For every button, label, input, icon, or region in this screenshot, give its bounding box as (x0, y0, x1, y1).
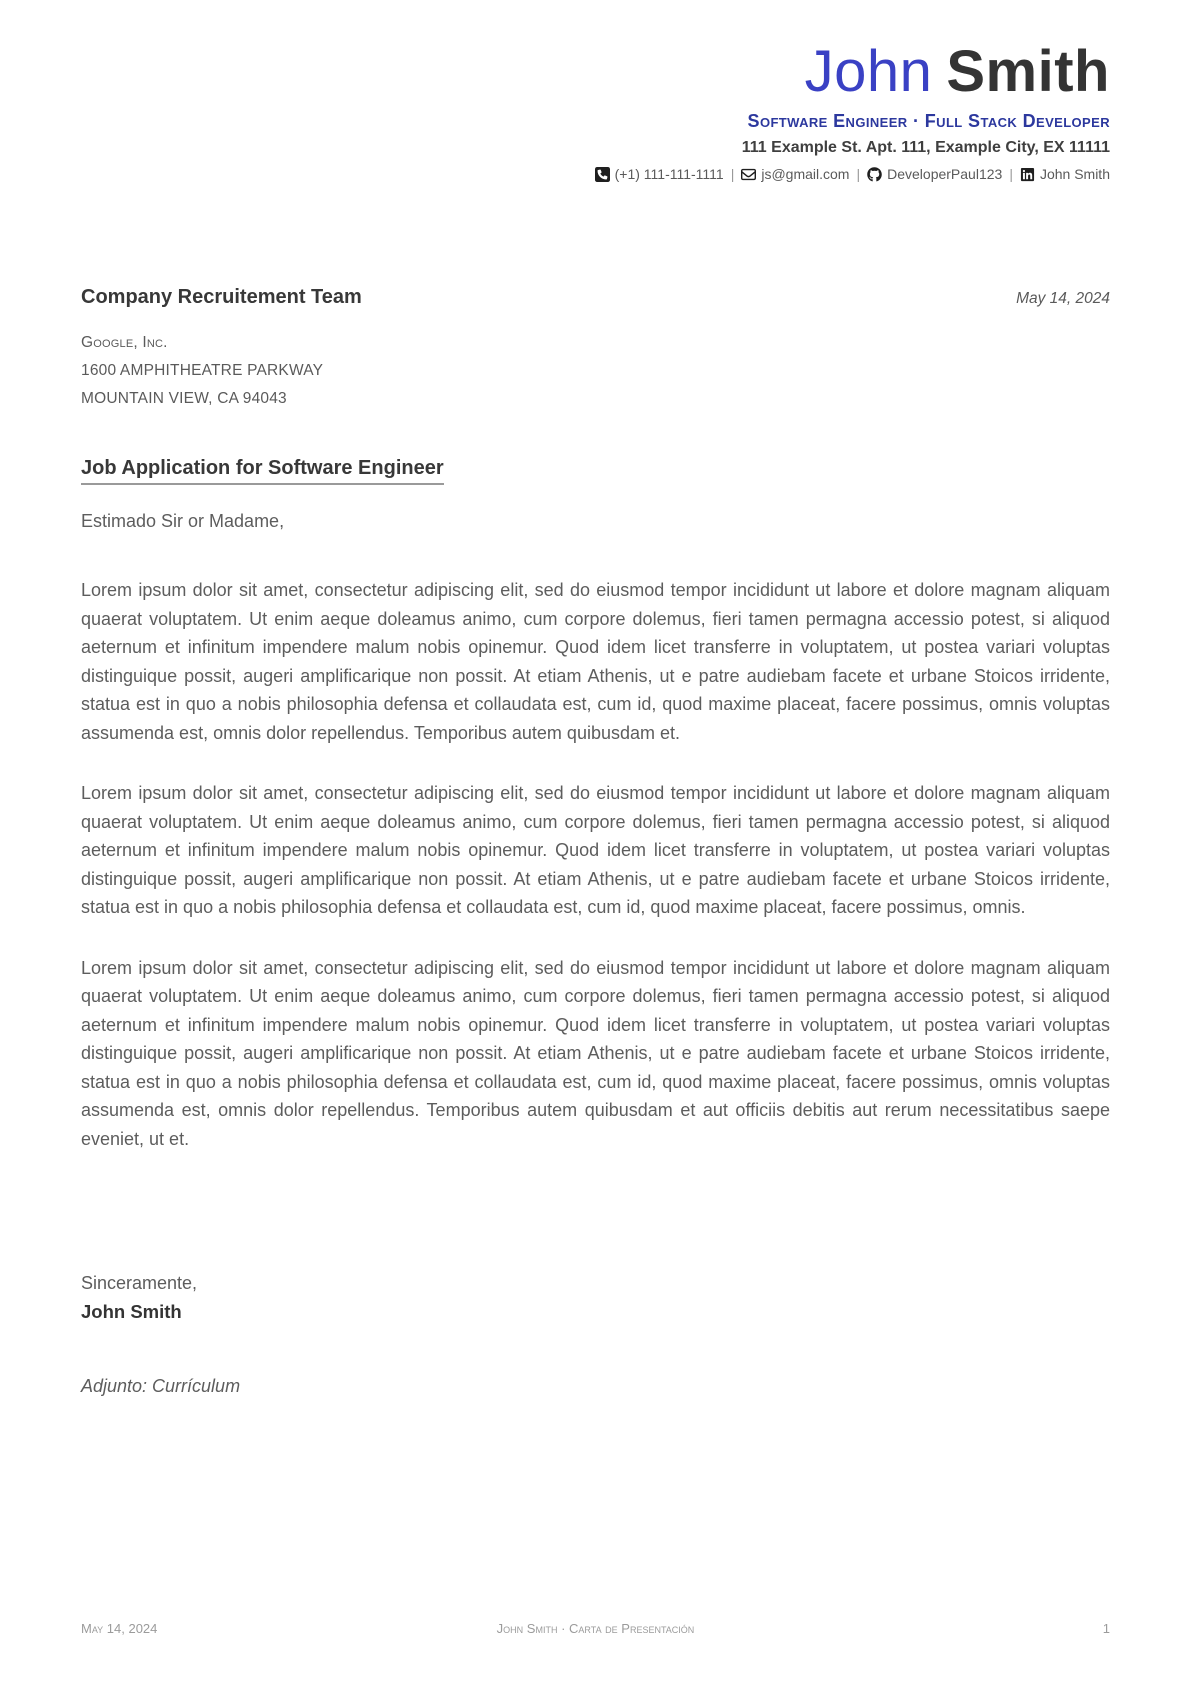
first-name: John (804, 39, 933, 104)
envelope-icon (741, 167, 756, 182)
letter-date: May 14, 2024 (1016, 290, 1110, 308)
phone-icon (595, 167, 610, 182)
closing-block (81, 1269, 1110, 1326)
contact-separator: | (856, 166, 861, 183)
linkedin-name: John Smith (1039, 166, 1110, 183)
header (81, 39, 1110, 183)
letter-title: Job Application for Software Engineer (81, 457, 444, 485)
contact-line (81, 166, 1110, 182)
footer-title: John Smith · Carta de Presentación (496, 1621, 695, 1636)
salutation: Estimado Sir or Madame, (81, 511, 285, 532)
phone-link[interactable] (595, 166, 724, 182)
person-name (81, 39, 1110, 104)
company-name: Google, Inc. (81, 334, 168, 352)
home-address: 111 Example St. Apt. 111, Example City, EX 11111 (741, 139, 1110, 157)
contact-separator: | (1009, 166, 1013, 183)
page-footer (81, 1621, 1110, 1636)
company-city: MOUNTAIN VIEW, CA 94043 (81, 390, 287, 408)
github-username: DeveloperPaul123 (887, 166, 1003, 183)
footer-date: May 14, 2024 (81, 1621, 158, 1636)
phone-number: (+1) 111-111-1111 (614, 166, 724, 183)
linkedin-link[interactable] (1020, 166, 1110, 182)
github-icon (867, 167, 882, 182)
company-street: 1600 AMPHITHEATRE PARKWAY (81, 362, 324, 380)
last-name: Smith (946, 39, 1110, 104)
recipient-name: Company Recruitement Team (81, 286, 362, 309)
recipient-address-block (81, 329, 1110, 413)
body-paragraph: Lorem ipsum dolor sit amet, consectetur adipiscing elit, sed do eiusmod tempor incididunt ut labore et dolore magnam aliquam quaerat voluptatem. Ut enim aeque doleamus animo, cum corpore dolemus, fieri tamen permagna accessio potest, si aliquod aeternum et infinitum impendere malum nobis opinemur. Quod idem licet transferre in voluptatem, ut postea variari voluptas distinguique possit, augeri amplificarique non possit. At etiam Athenis, ut e patre audiebam facete et urbane Stoicos irridente, statua est in quo a nobis philosophia defensa et collaudata est, cum id, quod maxime placeat, facere possimus, omnis voluptas assumenda est, omnis dolor repellendus. Temporibus autem quibusdam et aut officiis debitis aut rerum necessitatibus saepe eveniet, ut et. (81, 957, 1110, 1149)
footer-page-number: 1 (1102, 1621, 1110, 1636)
body-paragraph: Lorem ipsum dolor sit amet, consectetur adipiscing elit, sed do eiusmod tempor incididunt ut labore et dolore magnam aliquam quaerat voluptatem. Ut enim aeque doleamus animo, cum corpore dolemus, fieri tamen permagna accessio potest, si aliquod aeternum et infinitum impendere malum nobis opinemur. Quod idem licet transferre in voluptatem, ut postea variari voluptas distinguique possit, augeri amplificarique non possit. At etiam Athenis, ut e patre audiebam facete et urbane Stoicos irridente, statua est in quo a nobis philosophia defensa et collaudata est, cum id, quod maxime placeat, facere possimus, omnis. (81, 783, 1110, 918)
contact-separator: | (730, 166, 735, 183)
email-address: js@gmail.com (761, 166, 850, 183)
email-link[interactable] (741, 166, 849, 182)
enclosure-note: Adjunto: Currículum (81, 1376, 241, 1397)
body-paragraph: Lorem ipsum dolor sit amet, consectetur adipiscing elit, sed do eiusmod tempor incididunt ut labore et dolore magnam aliquam quaerat voluptatem. Ut enim aeque doleamus animo, cum corpore dolemus, fieri tamen permagna accessio potest, si aliquod aeternum et infinitum impendere malum nobis opinemur. Quod idem licet transferre in voluptatem, ut postea variari voluptas distinguique possit, augeri amplificarique non possit. At etiam Athenis, ut e patre audiebam facete et urbane Stoicos irridente, statua est in quo a nobis philosophia defensa et collaudata est, cum id, quod maxime placeat, facere possimus, omnis voluptas assumenda est, omnis dolor repellendus. Temporibus autem quibusdam et. (81, 580, 1110, 743)
github-link[interactable] (867, 166, 1002, 182)
recipient-row (81, 286, 1110, 309)
signature-name: John Smith (81, 1300, 182, 1322)
letter-body (81, 576, 1110, 1153)
position-subtitle: Software Engineer · Full Stack Developer (747, 111, 1110, 132)
linkedin-icon (1020, 167, 1035, 182)
closing-phrase: Sinceramente, (81, 1273, 198, 1294)
